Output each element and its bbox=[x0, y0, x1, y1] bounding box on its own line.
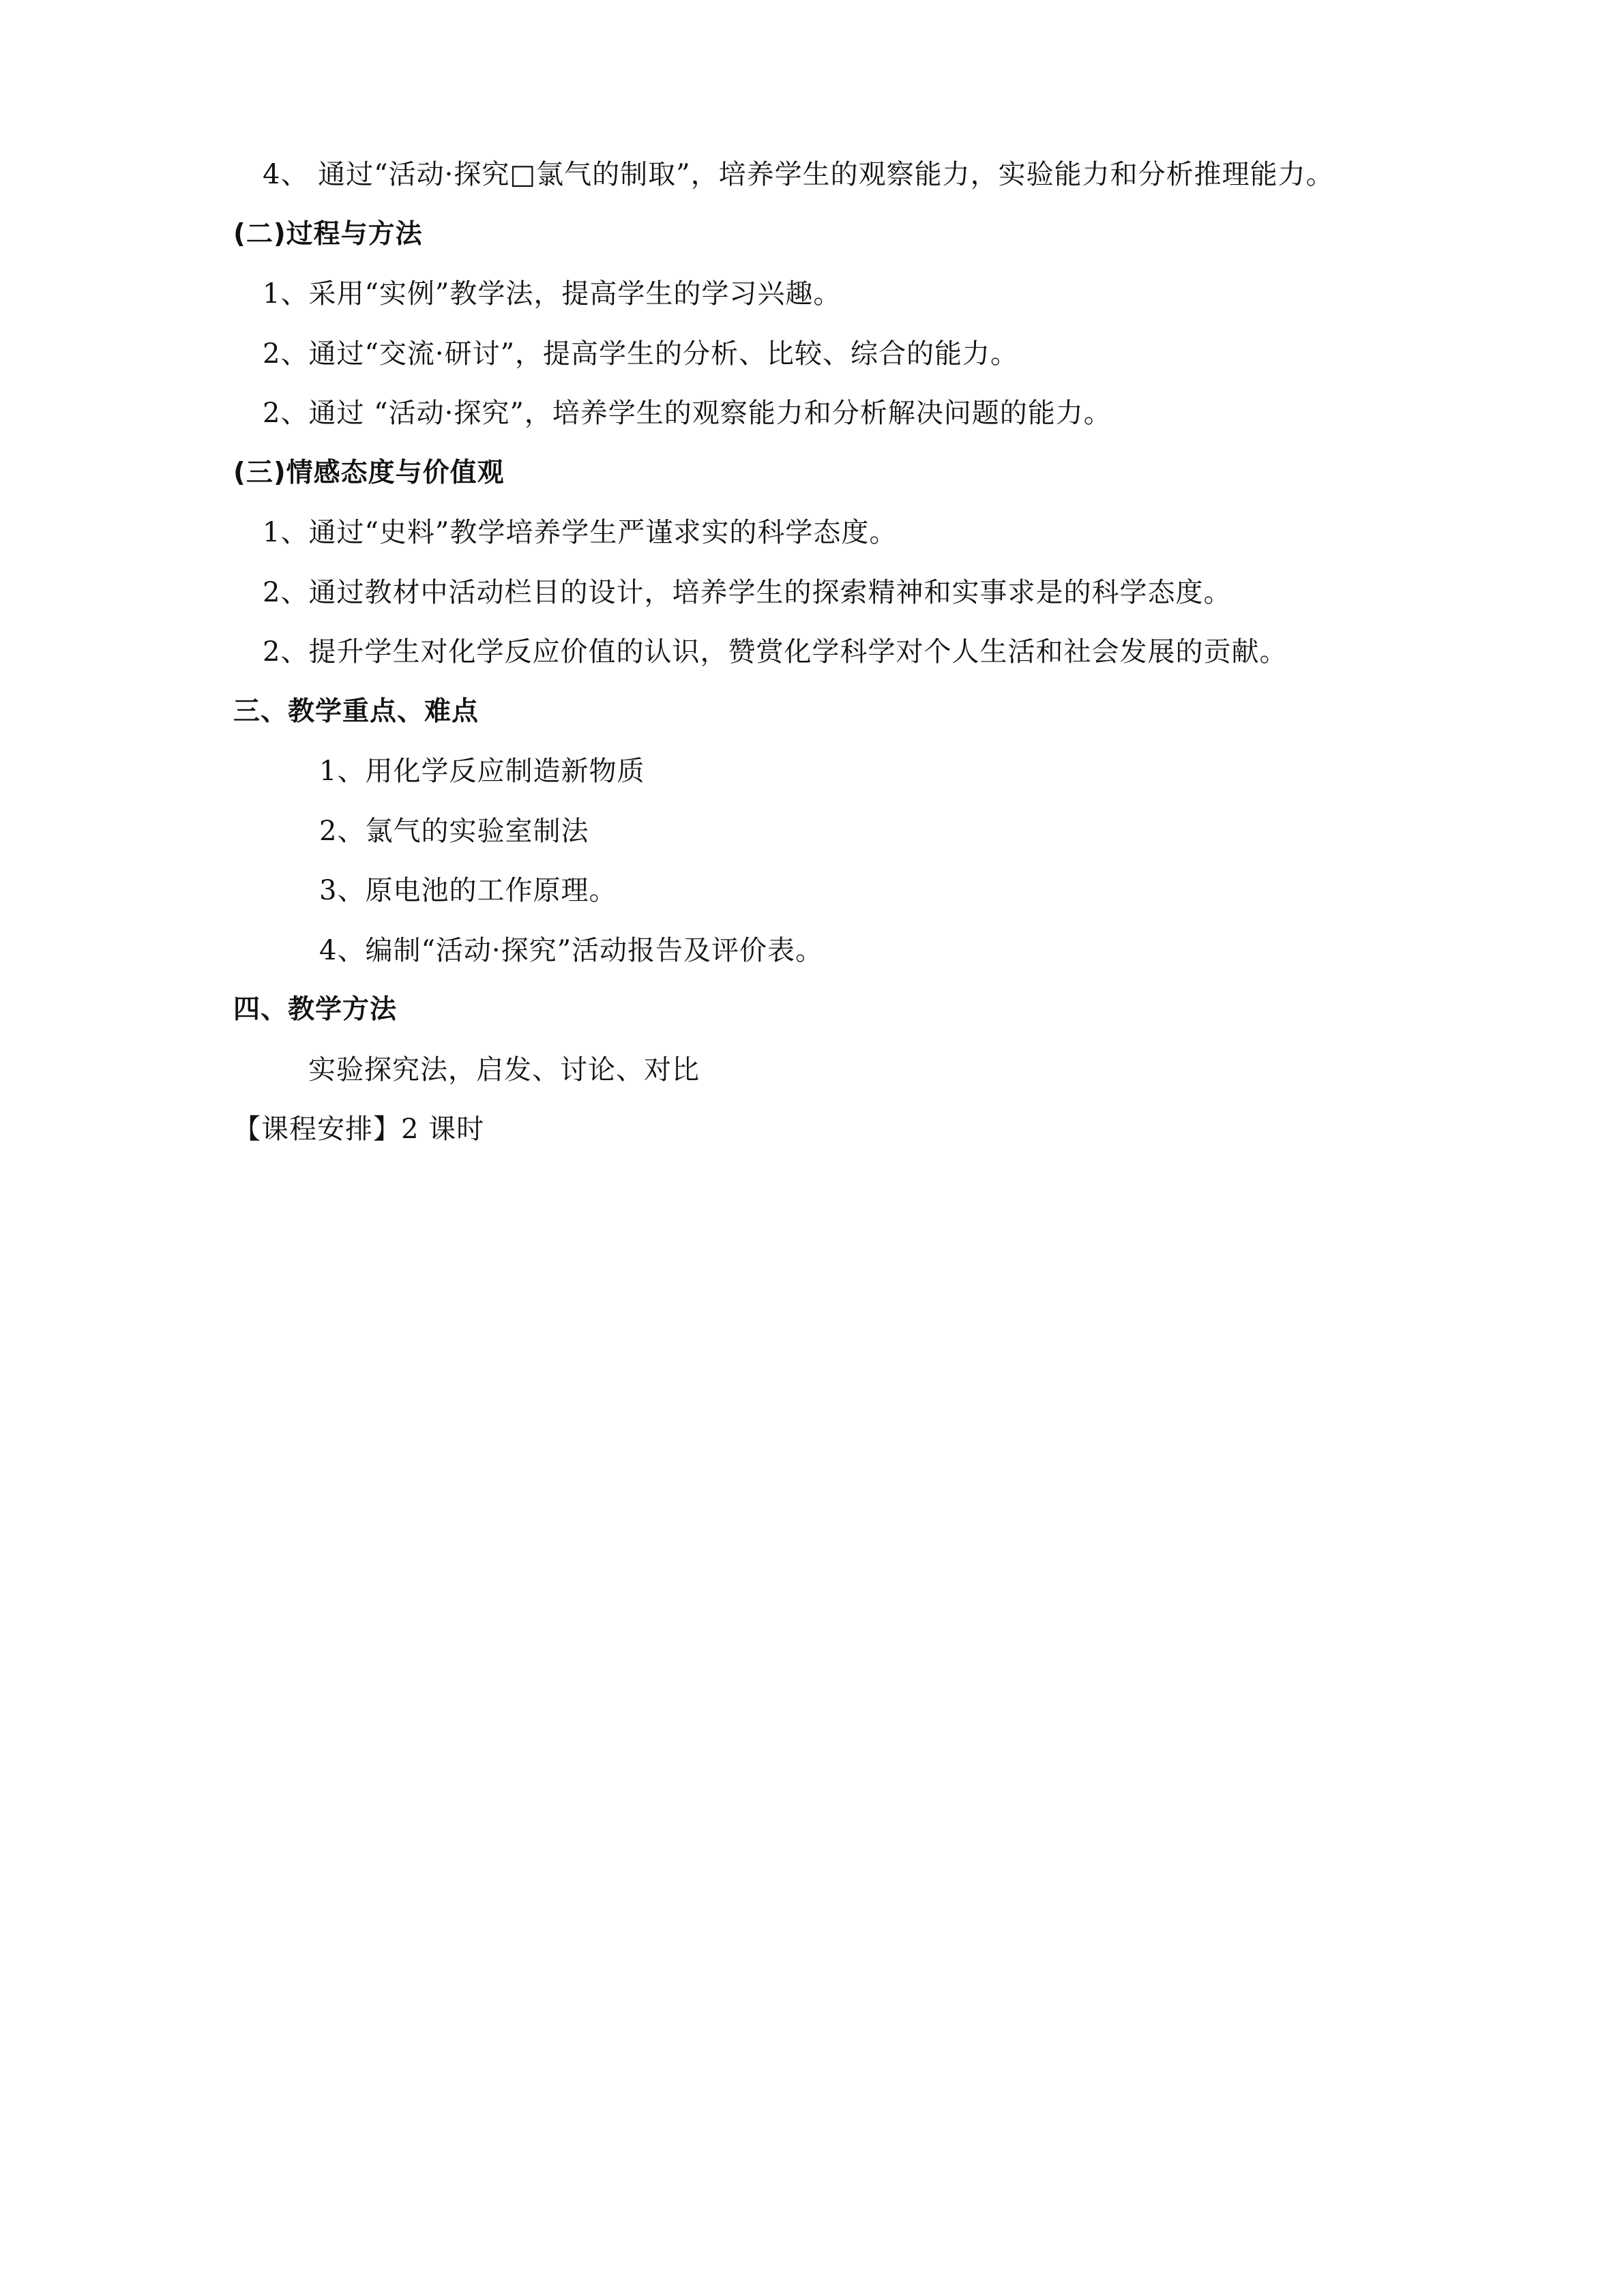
section-heading-attitude-values: (三)情感态度与价值观 bbox=[233, 458, 505, 488]
section-heading-process-method: (二)过程与方法 bbox=[233, 219, 423, 250]
key-point-4: 4、编制“活动·探究”活动报告及评价表。 bbox=[319, 935, 824, 966]
process-item-2: 2、通过“交流·研讨”，提高学生的分析、比较、综合的能力。 bbox=[263, 338, 1019, 370]
key-point-3: 3、原电池的工作原理。 bbox=[319, 875, 617, 906]
process-item-3: 2、通过 “活动·探究”，培养学生的观察能力和分析解决问题的能力。 bbox=[263, 398, 1112, 429]
section-heading-key-points: 三、教学重点、难点 bbox=[233, 696, 479, 727]
key-point-2: 2、氯气的实验室制法 bbox=[319, 816, 589, 847]
teaching-methods-text: 实验探究法，启发、讨论、对比 bbox=[308, 1054, 700, 1086]
section-heading-teaching-methods: 四、教学方法 bbox=[233, 994, 398, 1025]
attitude-item-2: 2、通过教材中活动栏目的设计，培养学生的探索精神和实事求是的科学态度。 bbox=[263, 577, 1232, 608]
attitude-item-1: 1、通过“史料”教学培养学生严谨求实的科学态度。 bbox=[263, 517, 898, 548]
course-schedule: 【课程安排】2 课时 bbox=[233, 1114, 485, 1145]
objective-item-4: 4、 通过“活动·探究□氯气的制取”，培养学生的观察能力，实验能力和分析推理能力。 bbox=[263, 159, 1334, 190]
process-item-1: 1、采用“实例”教学法，提高学生的学习兴趣。 bbox=[263, 278, 842, 310]
key-point-1: 1、用化学反应制造新物质 bbox=[319, 756, 645, 787]
attitude-item-3: 2、提升学生对化学反应价值的认识，赞赏化学科学对个人生活和社会发展的贡献。 bbox=[263, 636, 1288, 668]
